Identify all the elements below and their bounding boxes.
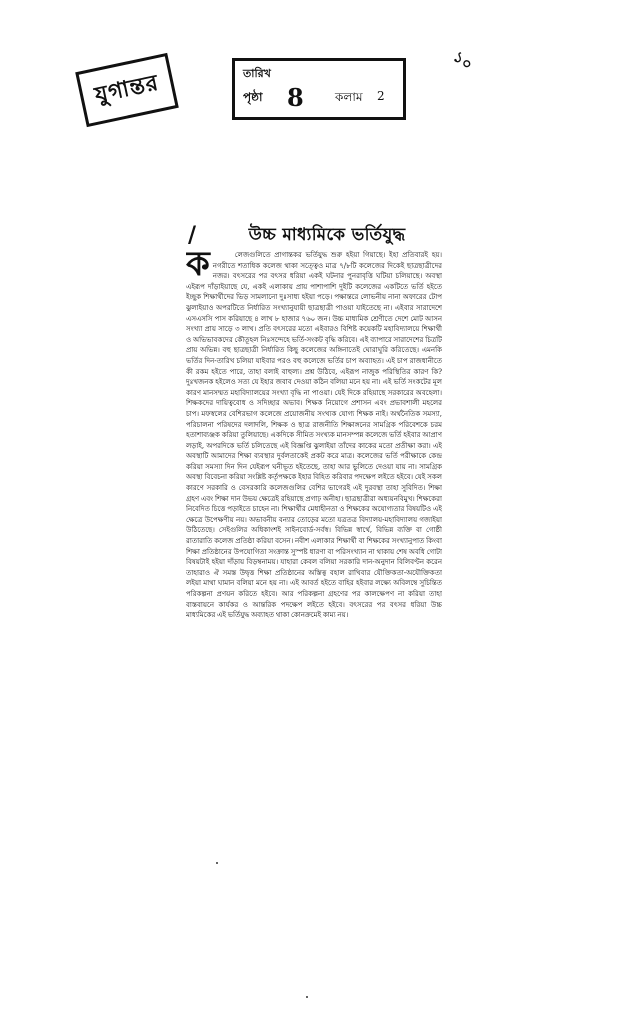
article-paragraph — [186, 250, 442, 750]
drop-cap: ক — [186, 250, 210, 284]
title-slash-mark: / — [188, 222, 197, 248]
column-label: কলাম — [335, 90, 363, 104]
date-page-column-stamp — [232, 58, 406, 120]
scan-speck — [306, 996, 308, 998]
column-value: 2 — [377, 89, 385, 103]
page-number: 8 — [287, 83, 304, 112]
page-label: পৃষ্ঠা — [243, 90, 263, 104]
date-label: তারিখ — [243, 67, 271, 80]
corner-handwritten-note: ১০ — [449, 47, 477, 74]
newspaper-name: যুগান্তর — [92, 69, 162, 108]
article-body — [186, 250, 442, 750]
scan-speck — [216, 862, 218, 864]
newspaper-name-stamp — [75, 53, 179, 127]
article-headline: উচ্চ মাধ্যমিকে ভর্তিযুদ্ধ — [248, 225, 406, 245]
article-text: লেজগুলিতে প্রাগান্তকর ভর্তিযুদ্ধ শুরু হইয়া গিয়াছে। ইহা প্রতিবারই হয়। নগরীতে শতাধিক কলেজ থাকা সত্ত্বেও মাত্র ৭/৮টি কলেজের দিকেই ছাত্রছাত্রীদের নজর। বৎসরের পর বৎসর ধরিয়া একই ঘটনার পুনরাবৃত্তি ঘটিয়া চলিয়াছে। অবস্থা এইরূপ দাঁড়াইয়াছে যে, একই এলাকায় প্রায় পাশাপাশি দুইটি কলেজের একটিতে ভর্তি হইতে ইচ্ছুক শিক্ষার্থীদের ভিড় সামলানো দুঃসাধ্য হইয়া পড়ে। পক্ষান্তরে লোভনীয় নানা অফারের টোপ ঝুলাইয়াও অপরটিতে নির্ধারিত সংখ্যানুযায়ী ছাত্রছাত্রী পাওয়া যাইতেছে না। এইবার সারাদেশে এসএসসি পাস করিয়াছে ৪ লাখ ৮ হাজার ৭৬০ জন। উচ্চ মাধ্যমিক শ্রেণীতে দেশে মোট আসন সংখ্যা প্রায় সাড়ে ৩ লাখ। প্রতি বৎসরের মতো এইবারও বিশিষ্ট কয়েকটি মহাবিদ্যালয়ে শিক্ষার্থী ও অভিভাবকদের কৌতূহল নিঃসন্দেহে ভর্তি-সংকট বৃদ্ধি করিবে। এই ব্যাপারে সারাদেশের চিত্রটি প্রায় অভিন্ন। বহু ছাত্রছাত্রী নির্ধারিত কিছু কলেজের অঙ্গিনাতেই ঘোরাঘুরি করিতেছে। এমনকি ভর্তির দিন-তারিখ চলিয়া যাইবার পরও বহু কলেজে ভর্তির চাপ অব্যাহত। এই চাপ রাজধানীতে কী রকম হইতে পারে, তাহা বলাই বাহুল্য। প্রশ্ন উঠিবে, এইরূপ নাজুক পরিস্থিতির কারণ কি? দুঃখজনক হইলেও সত্য যে ইহার জবাব দেওয়া কঠিন বলিয়া মনে হয় না। এই ভর্তি সংকটের মূল কারণ মানসম্মত মহাবিদ্যালয়ের সংখ্যা বৃদ্ধি না পাওয়া। যেই দিকে রহিয়াছে সরকারের অবহেলা। শিক্ষকদের দায়িত্ববোধ ও সদিচ্ছার অভাব। শিক্ষক নিয়োগে প্রশাসন এবং প্রভাবশালী মহলের চাপ। মফস্বলের বেশিরভাগ কলেজে প্রয়োজনীয় সংখ্যক যোগ্য শিক্ষক নাই। অর্থনৈতিক সমস্যা, পরিচালনা পরিষদের দলাদলি, শিক্ষক ও ছাত্র রাজনীতি শিক্ষাঙ্গনের সামগ্রিক পরিবেশকে চরম হতাশাব্যঞ্জক করিয়া তুলিয়াছে। একদিকে সীমিত সংখ্যক মানসম্পন্ন কলেজে ভর্তি হইবার আপ্রাণ লড়াই, অপরদিকে ভর্তি চলিতেছে এই বিজ্ঞপ্তি ঝুলাইয়া তাঁদের কাকের মতো প্রতীক্ষা করা। এই অবস্থাটি আমাদের শিক্ষা ব্যবস্থার দুর্বলতাকেই প্রকট করে মাত্র। কলেজের ভর্তি পরীক্ষাকে কেন্দ্র করিয়া সমস্যা দিন দিন যেইরূপ ঘনীভূত হইতেছে, তাহা আর ভুলিতে দেওয়া যায় না। সামগ্রিক অবস্থা বিবেচনা করিয়া সংশ্লিষ্ট কর্তৃপক্ষকে ইহার বিহিত করিবার পদক্ষেপ লইতে হইবে। যেই সকল কারণে সরকারি ও বেসরকারি কলেজগুলির বেশির ভাগেরই এই দুরবস্থা তাহা সুবিদিত। শিক্ষা গ্রহণ এবং শিক্ষা দান উভয় ক্ষেত্রেই রহিয়াছে প্রগাঢ় অনীহা। ছাত্রছাত্রীরা অধ্যয়নবিমুখ। শিক্ষকেরা নিবেদিত চিত্তে পড়াইতে চাহেন না। শিক্ষার্থীর মেধাহীনতা ও শিক্ষকের অযোগ্যতার বিষয়টিও এই ক্ষেত্রে উপেক্ষণীয় নয়। অভাবনীয় বন্যার তোড়ের মতো যত্রতত্র বিদ্যালয়-মহাবিদ্যালয় গজাইয়া উঠিতেছে। সেইগুলির অধিকাংশই সাইনবোর্ড-সর্বস্ব। বিভিন্ন স্বার্থে, বিভিন্ন ব্যক্তি বা গোষ্ঠী রাতারাতি কলেজ প্রতিষ্ঠা করিয়া বসেন। নবীশ এলাকার শিক্ষার্থী বা শিক্ষকের সংখ্যানুপাত কিংবা শিক্ষা প্রতিষ্ঠানের উপযোগিতা সংক্রান্ত সুস্পষ্ট ধারণা বা পরিসংখ্যান না থাকায় শেষ অবধি গোটা বিষয়টাই হইয়া দাঁড়ায় বিড়ম্বনাময়। যাহারা কেবল বলিয়া সরকারি দান-অনুদান বিলিবণ্টন করেন তাহারাও ঐ সমস্ত উদ্বৃত্ত শিক্ষা প্রতিষ্ঠানের অস্তিত্ব বহাল রাখিবার যৌক্তিকতা-অযৌক্তিকতা লইয়া মাথা ঘামান বলিয়া মনে হয় না। এই আবর্ত হইতে বাহির হইবার লক্ষ্যে অবিলম্বে সুচিন্তিত পরিকল্পনা প্রণয়ন করিতে হইবে। আর পরিকল্পনা গ্রহণের পর কালক্ষেপণ না করিয়া তাহা বাস্তবায়নে কার্যকর ও আন্তরিক পদক্ষেপ লইতে হইবে। বৎসরের পর বৎসর ধরিয়া উচ্চ মাধ্যমিকের এই ভর্তিযুদ্ধ অব্যাহত থাকা কোনক্রমেই কাম্য নয়। — [186, 251, 442, 620]
